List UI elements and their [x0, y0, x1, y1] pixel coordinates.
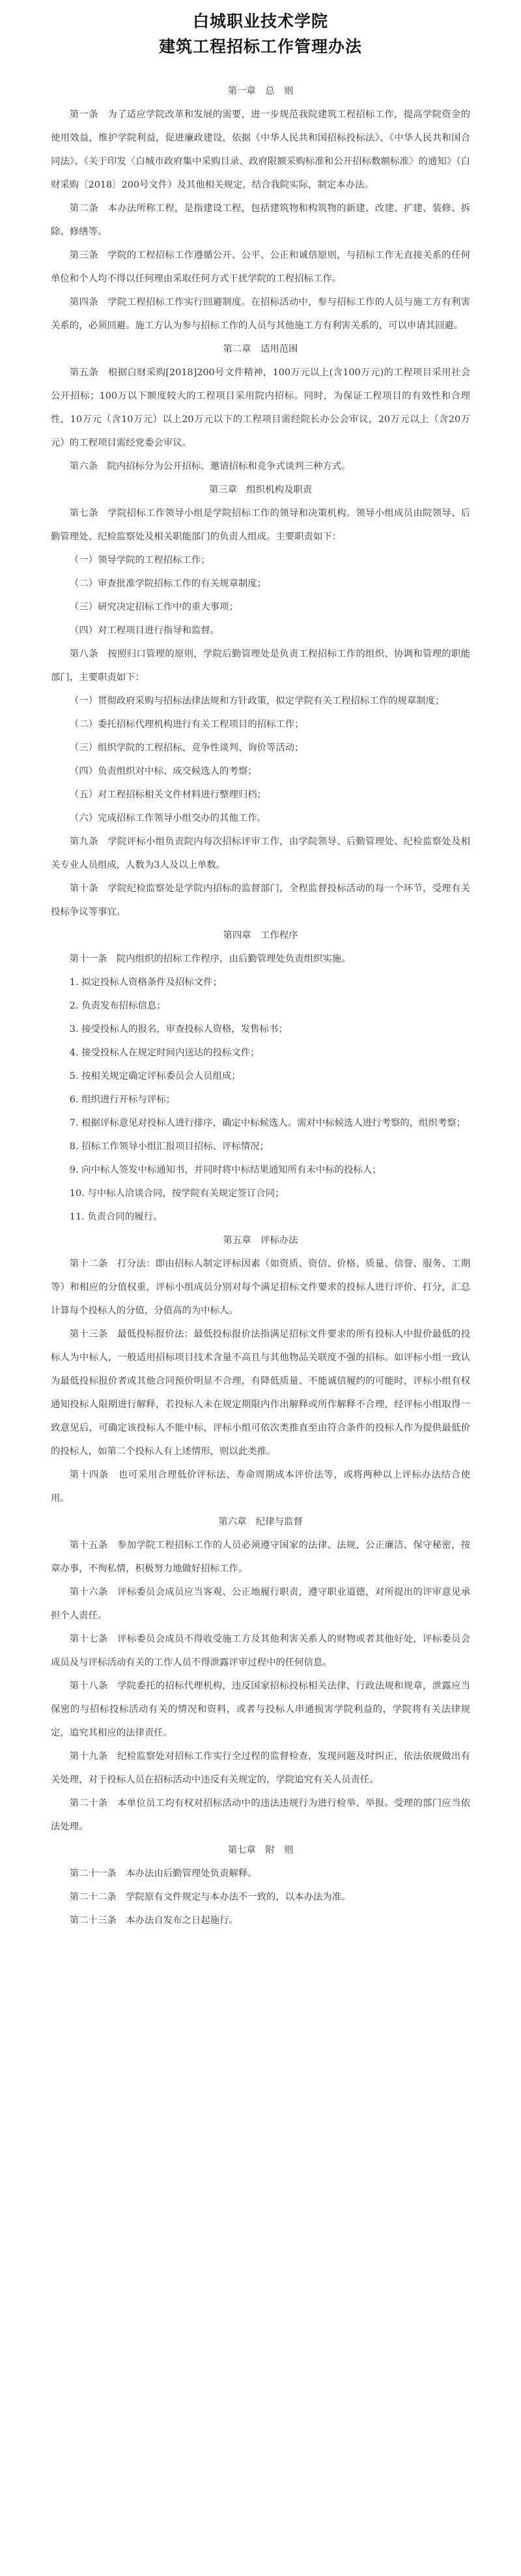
- document-title-line2: 建筑工程招标工作管理办法: [158, 37, 362, 56]
- chapter-heading: 第一章 总 则: [227, 86, 294, 96]
- paragraph: 第五条 根据白财采购[2018]200号文件精神，100万元以上(含100万元)的工程项目采用社会公开招标；100万以下额度较大的工程项目采用院内招标。同时，为保证工程项目的有效性和合理性，10万元（含10万元）以上20万元以下的工程项目需经院长办公会审议，20万元以上（含20万元）的工程项目需经党委会审议。: [51, 367, 470, 448]
- list-item: （五）对工程招标相关文件材料进行整理归档；: [69, 790, 267, 800]
- list-item: （四）负责组织对中标、成交候选人的考察；: [69, 766, 257, 777]
- paragraph: 第十九条 纪检监察处对招标工作实行全过程的监督检查，发现问题及时纠正，依法依规做出有关处理，对于投标人员在招标活动中违反有关规定的，学院追究有关人员责任。: [51, 1751, 470, 1785]
- paragraph: 第六条 院内招标分为公开招标、邀请招标和竞争式谈判三种方式。: [69, 461, 351, 472]
- document-title-line1: 白城职业技术学院: [192, 12, 328, 31]
- list-item: 10. 与中标人洽谈合同，按学院有关规定签订合同；: [69, 1188, 285, 1199]
- chapter-heading: 第二章 适用范围: [223, 344, 298, 354]
- list-item: （三）组织学院的工程招标、竞争性谈判、询价等活动；: [69, 743, 304, 753]
- list-item: （二）审查批准学院招标工作的有关规章制度；: [69, 579, 267, 589]
- list-item: （一）领导学院的工程招标工作；: [69, 555, 210, 565]
- paragraph: 第十条 学院纪检监察处是学院内招标的监督部门，全程监督投标活动的每一个环节，受理有关投标争议等事宜。: [51, 883, 470, 917]
- list-item: 第二十三条 本办法自发布之日起施行。: [69, 1915, 238, 1926]
- paragraph: 第一条 为了适应学院改革和发展的需要，进一步规范我院建筑工程招标工作，提高学院资金的使用效益，维护学院利益，促进廉政建设，依据《中华人民共和国招标投标法》、《中华人民共和国合同法》、《关于印发〈白城市政府集中采购目录、政府限额采购标准和公开招标数额标准〉的通知》（白财采购〔2018〕200号文件）及其他相关规定，结合我院实际，制定本办法。: [51, 109, 470, 190]
- list-item: 5. 按相关规定确定评标委员会人员组成；: [69, 1071, 241, 1081]
- chapter-heading: 第五章 评标办法: [223, 1235, 298, 1246]
- list-item: 8. 招标工作领导小组汇报项目招标、评标情况；: [69, 1141, 269, 1152]
- paragraph: 第十八条 学院委托的招标代理机构，违反国家招标投标相关法律、行政法规和规章，泄露应当保密的与招标投标活动有关的情况和资料，或者与投标人串通损害学院利益的，学院将有关法律规定，追究其相应的法律责任。: [51, 1681, 470, 1738]
- list-item: 2. 负责发布招标信息；: [69, 1001, 166, 1011]
- paragraph: 第二十条 本单位员工均有权对招标活动中的违法违规行为进行检举、举报。受理的部门应当依法处理。: [51, 1798, 470, 1832]
- paragraph: 第二十二条 学院原有文件规定与本办法不一致的，以本办法为准。: [69, 1892, 351, 1902]
- paragraph: 第十七条 评标委员会成员不得收受施工方及其他利害关系人的财物或者其他好处，评标委员会成员及与评标活动有关的工作人员不得泄露评审过程中的任何信息。: [51, 1634, 470, 1668]
- paragraph: 第七条 学院招标工作领导小组是学院招标工作的领导和决策机构。领导小组成员由院领导、后勤管理处、纪检监察处及相关职能部门的负责人组成。主要职责如下：: [51, 508, 470, 542]
- list-item: 4. 接受投标人在规定时间内送达的投标文件；: [69, 1048, 260, 1058]
- paragraph: 7. 根据评标意见对投标人进行排序，确定中标候选人。需对中标候选人进行考察的，组织考察；: [69, 1118, 466, 1128]
- list-item: 3. 接受投标人的报名，审查投标人资格，发售标书；: [69, 1024, 288, 1035]
- paragraph: 第三条 学院的工程招标工作遵循公开、公平、公正和诚信原则，与招标工作无直接关系的任何单位和个人均不得以任何理由采取任何方式干扰学院的工程招标工作。: [51, 250, 470, 284]
- paragraph: 第十四条 也可采用合理低价评标法、寿命周期成本评价法等，或将两种以上评标办法结合使用。: [51, 1470, 470, 1504]
- list-item: （二）委托招标代理机构进行有关工程项目的招标工作；: [69, 719, 304, 730]
- paragraph: 第九条 学院评标小组负责院内每次招标评审工作，由学院领导、后勤管理处、纪检监察处及相关专业人员组成，人数为3人及以上单数。: [51, 837, 470, 870]
- list-item: 第二十一条 本办法由后勤管理处负责解释。: [69, 1868, 257, 1879]
- list-item: （三）研究决定招标工作中的重大事项；: [69, 602, 238, 612]
- list-item: （四）对工程项目进行指导和监督。: [69, 625, 220, 636]
- paragraph: 第十三条 最低投标报价法：最低投标报价法指满足招标文件要求的所有投标人中报价最低的投标人为中标人，一般适用招标项目技术含量不高且与其他物品关联度不强的招标。如评标小组一致认为最低投标报价者或其他合同预价明显不合理，有降低质量、不能诚信履约的可能时，评标小组有权通知投标人限期进行解释，若投标人未在规定期限内作出解释或所作解释不合理，经评标小组取得一致意见后，可确定该投标人不能中标，评标小组可依次类推直至由符合条件的投标人作为提供最低价的投标人，如第二个投标人有上述情形，则以此类推。: [51, 1329, 470, 1457]
- paragraph: （一）贯彻政府采购与招标法律法规和方针政策，拟定学院有关工程招标工作的规章制度；: [69, 696, 445, 706]
- paragraph: 9. 向中标人签发中标通知书，并同时将中标结果通知所有未中标的投标人；: [69, 1165, 382, 1175]
- paragraph: 第十五条 参加学院工程招标工作的人员必须遵守国家的法律、法规，公正廉洁、保守秘密，按章办事，不徇私情，积极努力地做好招标工作。: [51, 1540, 470, 1574]
- chapter-heading: 第四章 工作程序: [223, 930, 298, 941]
- chapter-heading: 第七章 附 则: [227, 1845, 294, 1855]
- list-item: 6. 组织进行开标与评标；: [69, 1095, 176, 1105]
- chapter-heading: 第三章 组织机构及职责: [208, 485, 313, 495]
- paragraph: 第四条 学院工程招标工作实行回避制度。在招标活动中，参与招标工作的人员与施工方有利害关系的，必须回避。施工方认为参与招标工作的人员与其他施工方有利害关系的，可以申请其回避。: [51, 297, 470, 331]
- list-item: 11. 负责合同的履行。: [69, 1212, 163, 1222]
- paragraph: 第十一条 院内组织的招标工作程序，由后勤管理处负责组织实施。: [69, 954, 351, 964]
- list-item: （六）完成招标工作领导小组交办的其他工作。: [69, 813, 267, 823]
- paragraph: 第十二条 打分法：即由招标人制定评标因素（如资质、资信、价格、质量、信誉、服务、工期等）和相应的分值权重，评标小组成员分别对每个满足招标文件要求的投标人进行评价、打分，汇总计算每个投标人的分值，分值高的为中标人。: [51, 1259, 470, 1316]
- paragraph: 第十六条 评标委员会成员应当客观、公正地履行职责，遵守职业道德，对所提出的评审意见承担个人责任。: [51, 1587, 470, 1621]
- paragraph: 第二条 本办法所称工程，是指建设工程，包括建筑物和构筑物的新建、改建、扩建、装修、拆除、修缮等。: [51, 203, 470, 237]
- list-item: 1. 拟定投标人资格条件及招标文件；: [69, 977, 222, 988]
- document-body: [51, 79, 470, 1932]
- paragraph: 第八条 按照归口管理的原则，学院后勤管理处是负责工程招标工作的组织、协调和管理的职能部门，主要职责如下：: [51, 649, 470, 683]
- chapter-heading: 第六章 纪律与监督: [218, 1517, 303, 1527]
